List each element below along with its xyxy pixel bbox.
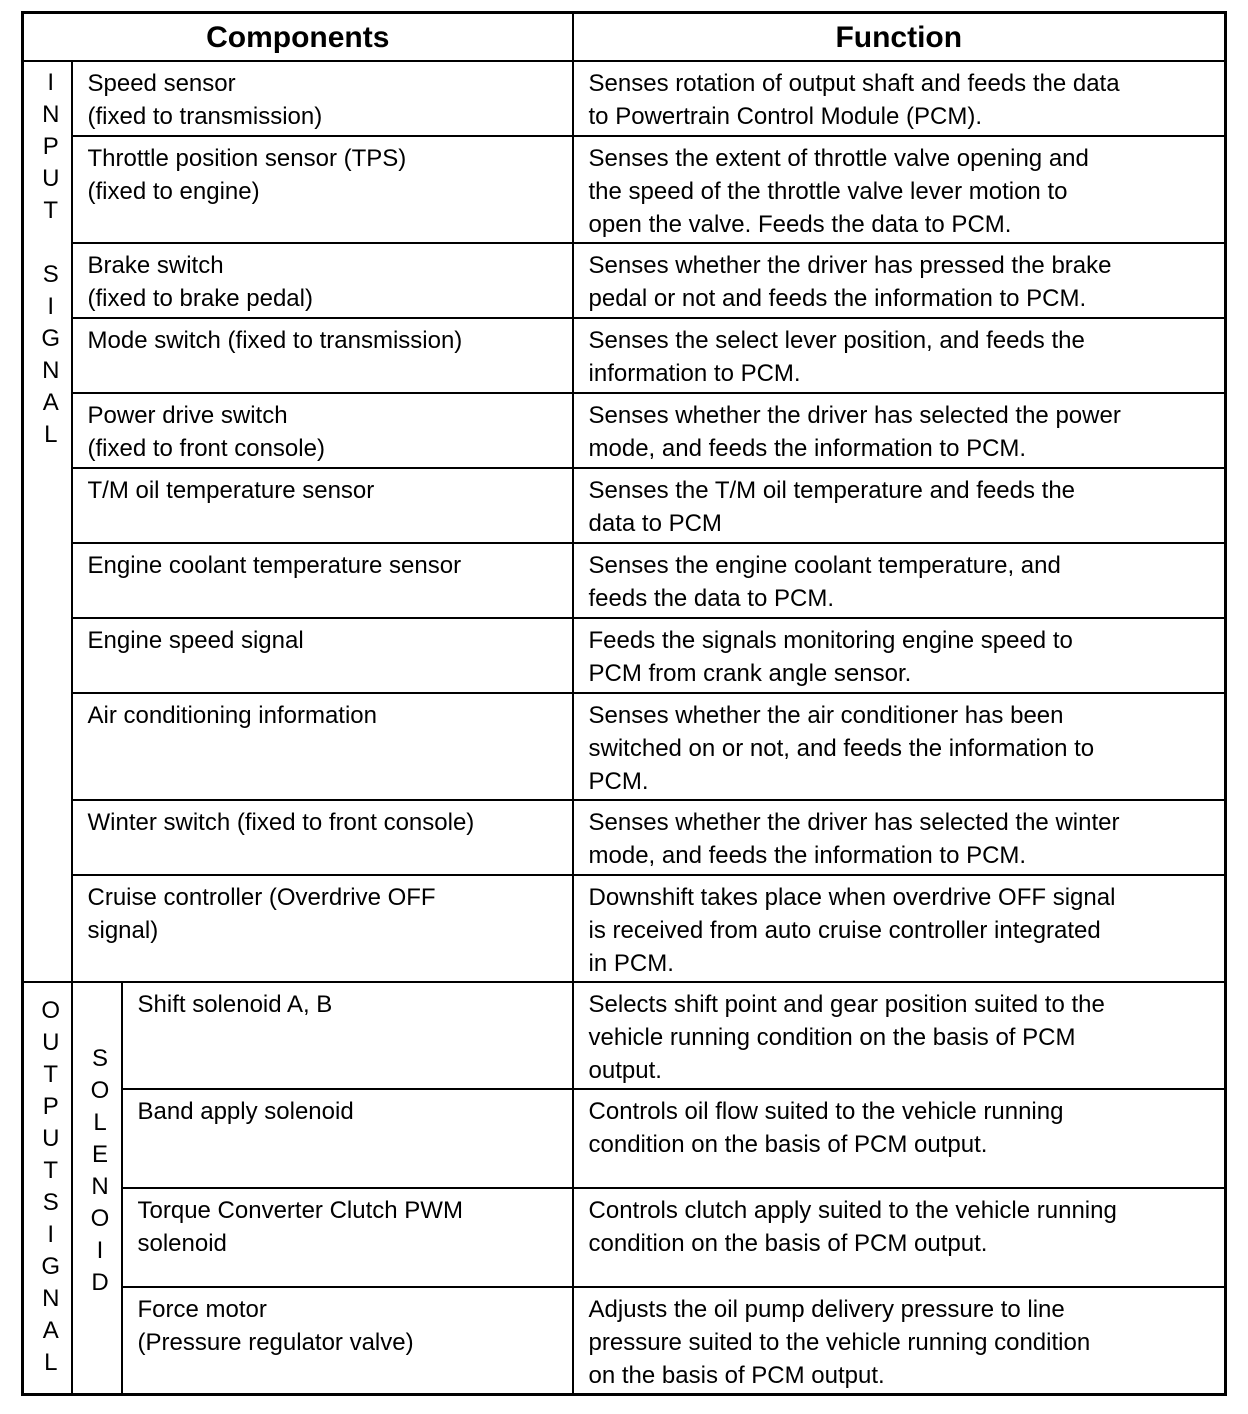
group-label-letter: N — [42, 1285, 60, 1312]
component-cell: Brake switch (fixed to brake pedal) — [72, 243, 573, 318]
output-signal-label — [23, 982, 72, 1394]
components-function-table — [21, 11, 1227, 1396]
function-cell: Senses rotation of output shaft and feeds the data to Powertrain Control Module (PCM). — [573, 61, 1226, 136]
function-header: Function — [573, 13, 1226, 62]
function-cell: Selects shift point and gear position suited to the vehicle running condition on the basis of PCM output. — [573, 982, 1226, 1089]
group-label-letter: N — [42, 357, 60, 384]
group-label-letter: G — [41, 325, 61, 352]
group-label-letter: A — [42, 1317, 59, 1344]
group-label-letter — [39, 227, 63, 259]
component-cell: Power drive switch (fixed to front console) — [72, 393, 573, 468]
group-label-letter: L — [44, 1349, 58, 1376]
table-row — [23, 800, 1226, 875]
component-cell: Engine speed signal — [72, 618, 573, 693]
group-label-letter: D — [91, 1269, 109, 1296]
function-cell: Senses whether the driver has selected the winter mode, and feeds the information to PCM. — [573, 800, 1226, 875]
component-cell: Mode switch (fixed to transmission) — [72, 318, 573, 393]
group-label-letter: S — [42, 261, 59, 288]
function-cell: Senses whether the air conditioner has been switched on or not, and feeds the information to PCM. — [573, 693, 1226, 800]
component-cell: T/M oil temperature sensor — [72, 468, 573, 543]
function-cell: Senses whether the driver has selected the power mode, and feeds the information to PCM. — [573, 393, 1226, 468]
component-cell: Winter switch (fixed to front console) — [72, 800, 573, 875]
table-row — [23, 1188, 1226, 1287]
table-row — [23, 393, 1226, 468]
group-label-letter: I — [47, 1221, 55, 1248]
component-cell: Cruise controller (Overdrive OFF signal) — [72, 875, 573, 982]
group-label-letter: P — [42, 1093, 59, 1120]
table-row — [23, 61, 1226, 136]
group-label-letter: L — [93, 1109, 107, 1136]
group-label-letter: O — [90, 1077, 110, 1104]
group-label-letter: U — [42, 1029, 60, 1056]
group-label-letter: G — [41, 1253, 61, 1280]
group-label-letter: N — [91, 1173, 109, 1200]
component-cell: Air conditioning information — [72, 693, 573, 800]
function-cell: Senses the select lever position, and feeds the information to PCM. — [573, 318, 1226, 393]
group-label-letter: S — [42, 1189, 59, 1216]
group-label-letter: E — [91, 1141, 108, 1168]
table-row — [23, 136, 1226, 243]
function-cell: Controls oil flow suited to the vehicle running condition on the basis of PCM output. — [573, 1089, 1226, 1188]
function-cell: Controls clutch apply suited to the vehicle running condition on the basis of PCM output. — [573, 1188, 1226, 1287]
component-cell: Torque Converter Clutch PWM solenoid — [122, 1188, 573, 1287]
component-cell: Speed sensor (fixed to transmission) — [72, 61, 573, 136]
function-cell: Feeds the signals monitoring engine speed to PCM from crank angle sensor. — [573, 618, 1226, 693]
solenoid-label — [72, 982, 122, 1394]
group-label-letter: T — [43, 1157, 59, 1184]
group-label-letter: N — [42, 101, 60, 128]
component-cell: Band apply solenoid — [122, 1089, 573, 1188]
group-label-letter: I — [47, 69, 55, 96]
group-label-letter: S — [91, 1045, 108, 1072]
function-cell: Downshift takes place when overdrive OFF signal is received from auto cruise controller integrated in PCM. — [573, 875, 1226, 982]
table-row — [23, 982, 1226, 1089]
group-label-letter: U — [42, 165, 60, 192]
table-row — [23, 468, 1226, 543]
table-row — [23, 875, 1226, 982]
component-cell: Shift solenoid A, B — [122, 982, 573, 1089]
table-row — [23, 693, 1226, 800]
components-header: Components — [23, 13, 573, 62]
group-label-letter: I — [96, 1237, 104, 1264]
group-label-letter: T — [43, 1061, 59, 1088]
table-row — [23, 318, 1226, 393]
function-cell: Senses the engine coolant temperature, and feeds the data to PCM. — [573, 543, 1226, 618]
table-row — [23, 243, 1226, 318]
group-label-letter: T — [43, 197, 59, 224]
function-cell: Senses whether the driver has pressed the brake pedal or not and feeds the information to PCM. — [573, 243, 1226, 318]
function-cell: Senses the T/M oil temperature and feeds the data to PCM — [573, 468, 1226, 543]
table-row — [23, 1287, 1226, 1394]
group-label-letter: L — [44, 421, 58, 448]
table-row — [23, 1089, 1226, 1188]
table-row — [23, 618, 1226, 693]
component-cell: Throttle position sensor (TPS) (fixed to engine) — [72, 136, 573, 243]
group-label-letter: O — [41, 997, 61, 1024]
component-cell: Force motor (Pressure regulator valve) — [122, 1287, 573, 1394]
table-row — [23, 543, 1226, 618]
function-cell: Senses the extent of throttle valve opening and the speed of the throttle valve lever motion to open the valve. Feeds the data to PCM. — [573, 136, 1226, 243]
component-cell: Engine coolant temperature sensor — [72, 543, 573, 618]
function-cell: Adjusts the oil pump delivery pressure to line pressure suited to the vehicle running condition on the basis of PCM output. — [573, 1287, 1226, 1394]
group-label-letter: A — [42, 389, 59, 416]
group-label-letter: U — [42, 1125, 60, 1152]
group-label-letter: P — [42, 133, 59, 160]
header-row — [23, 13, 1226, 62]
group-label-letter: O — [90, 1205, 110, 1232]
group-label-letter: I — [47, 293, 55, 320]
input-signal-label — [23, 61, 72, 982]
